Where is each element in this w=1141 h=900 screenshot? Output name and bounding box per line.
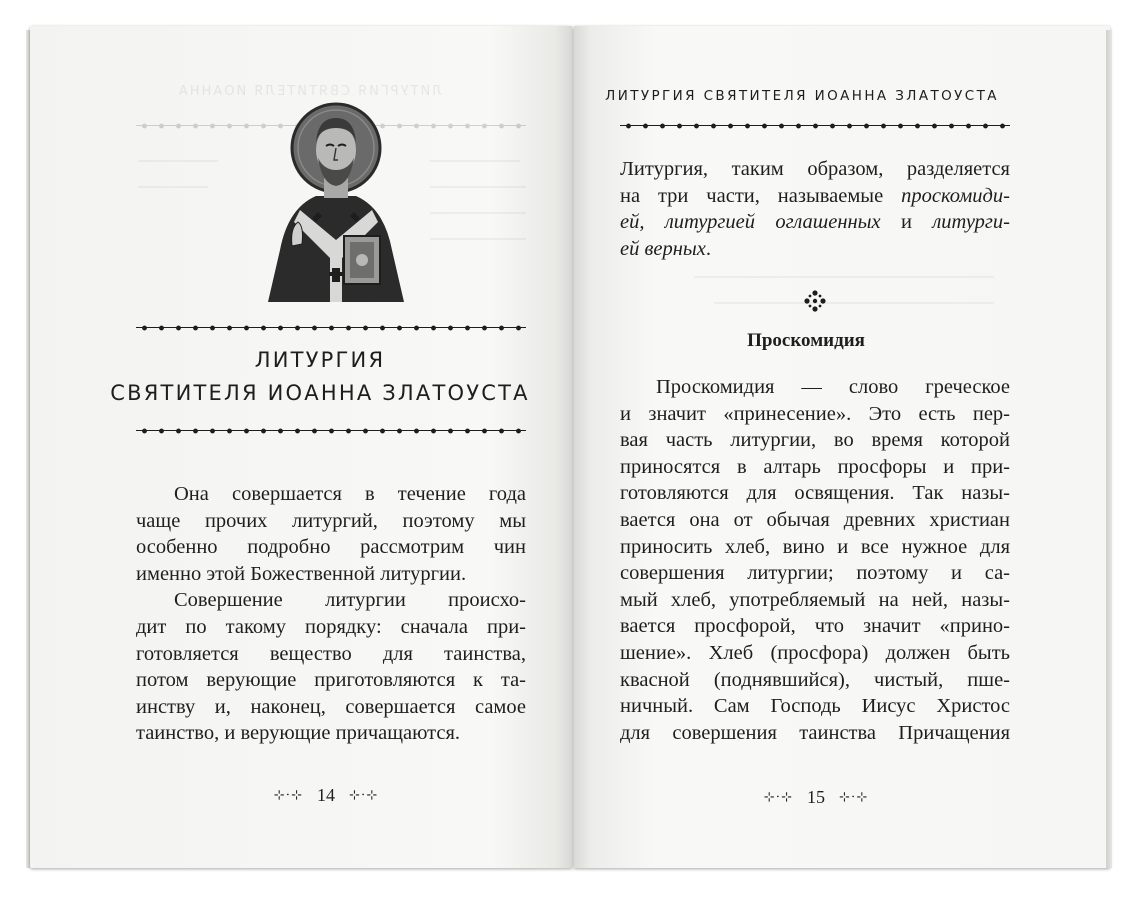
text-line: Совершение литургии происхо- <box>174 589 526 612</box>
open-book <box>24 26 1116 872</box>
text-line: именно этой Божественной литургии. <box>136 562 467 585</box>
text-line: приносятся в алтарь просфоры и при- <box>620 455 1010 478</box>
section-heading: Проскомидия <box>747 330 865 351</box>
text-line: вая часть литургии, во время которой <box>620 429 1010 452</box>
folio-ornament-icon: ⊹⋅⊹ <box>763 789 793 804</box>
italic-term: литурги- <box>932 211 1010 234</box>
text-line: Литургия, таким образом, разделяется <box>620 158 1010 180</box>
text-line: ничный. Сам Господь Иисус Христос <box>620 695 1010 718</box>
text-line <box>620 183 1010 210</box>
intro-paragraph <box>620 156 1010 262</box>
saint-icon <box>260 100 412 302</box>
text-line: чаще прочих литургий, поэтому мы <box>136 509 526 532</box>
page-number-right <box>746 787 886 807</box>
right-page <box>574 26 1110 868</box>
text-line: шение». Хлеб (просфора) должен быть <box>620 641 1010 664</box>
bleed-through-running-head: ЛИТУРГИЯ СВЯТИТЕЛЯ ИОАННА <box>176 84 442 99</box>
running-head: ЛИТУРГИЯ СВЯТИТЕЛЯ ИОАННА ЗЛАТОУСТА <box>605 88 999 104</box>
text-line: таинство, и верующие причащаются. <box>136 722 461 745</box>
page-title-line1: ЛИТУРГИЯ <box>254 348 386 372</box>
left-body-text <box>136 481 526 747</box>
folio-ornament-icon: ⊹⋅⊹ <box>273 787 303 802</box>
page-number: 14 <box>317 785 335 805</box>
right-body-text <box>620 374 1010 746</box>
italic-term: проскомиди- <box>901 184 1010 207</box>
text-line: для совершения таинства Причащения <box>620 721 1010 744</box>
page-number-left <box>256 785 396 805</box>
italic-term: ей верных <box>620 237 706 260</box>
text-line: квасной (поднявшийся), чистый, пше- <box>620 668 1010 691</box>
text-line: и значит «принесение». Это есть пер- <box>620 402 1010 425</box>
left-page <box>30 26 572 868</box>
text-line <box>620 209 1010 236</box>
text-line: готовляются для освящения. Так назы- <box>620 482 1010 505</box>
ornament-rule-bottom <box>136 427 526 435</box>
text-line: совершения литургии; поэтому и са- <box>620 562 1010 585</box>
folio-ornament-icon: ⊹⋅⊹ <box>839 789 869 804</box>
text-line: приносить хлеб, вино и все нужное для <box>620 535 1010 558</box>
text-line: мый хлеб, употребляемый на ней, назы- <box>620 588 1010 611</box>
italic-term: ей, литургией оглашенных <box>620 211 881 234</box>
page-number: 15 <box>807 787 825 807</box>
text-line: Проскомидия — слово греческое <box>656 376 1010 398</box>
text-line: вается она от обычая древних христиан <box>620 508 1010 531</box>
right-page-edge <box>1106 30 1112 868</box>
ornament-rule-top <box>136 324 526 332</box>
text-line: вается просфорой, что значит «прино- <box>620 615 1010 638</box>
text-line: инству и, наконец, совершается самое <box>136 695 526 718</box>
text-line: Она совершается в течение года <box>174 483 526 505</box>
text-line: дит по такому порядку: сначала при- <box>136 615 526 638</box>
text-line: особенно подробно рассмотрим чин <box>136 536 526 559</box>
text-line: готовляется вещество для таинства, <box>136 642 526 665</box>
text-span: на три части, называемые <box>620 184 902 207</box>
fleuron-icon <box>803 289 827 313</box>
text-line: потом верующие приготовляются к та- <box>136 669 526 692</box>
text-span: и <box>880 211 933 234</box>
text-span: . <box>705 237 711 260</box>
page-title-line2: СВЯТИТЕЛЯ ИОАННА ЗЛАТОУСТА <box>110 381 530 405</box>
ornament-rule-header <box>620 122 1010 130</box>
text-line <box>620 236 1010 263</box>
folio-ornament-icon: ⊹⋅⊹ <box>349 787 379 802</box>
